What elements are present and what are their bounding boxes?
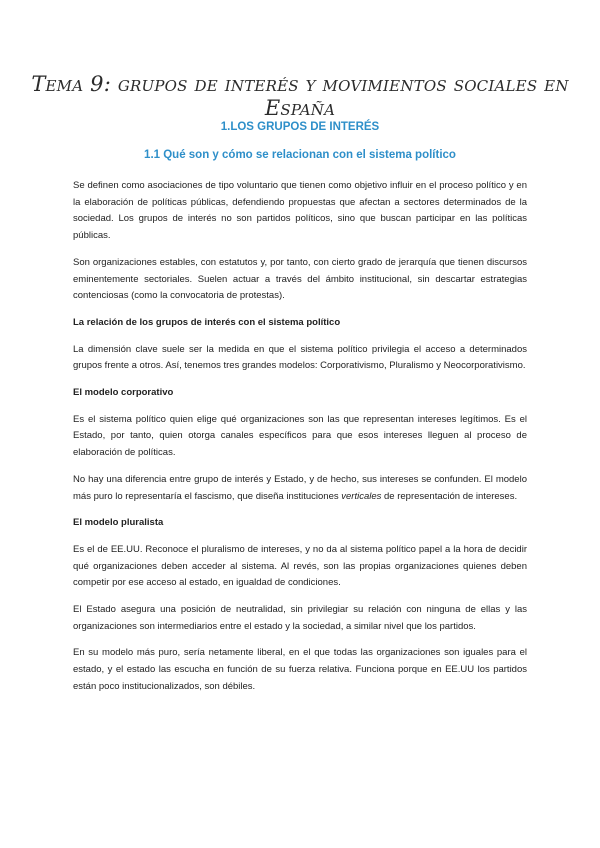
body-paragraph: El Estado asegura una posición de neutralidad, sin privilegiar su relación con ninguna de ellas y las organizaciones son intermediarios entre el estado y la sociedad, a similar nivel que los partidos. — [73, 604, 527, 632]
document-body — [73, 178, 527, 706]
body-paragraph: En su modelo más puro, sería netamente liberal, en el que todas las organizaciones son iguales para el estado, y el estado las escucha en función de su fuerza relativa. Funciona porque en EE.UU los partidos están poco institucionalizados, son débiles. — [73, 647, 527, 692]
body-paragraph — [73, 472, 527, 505]
document-title: Tema 9: grupos de interés y movimientos sociales en España — [31, 72, 569, 120]
body-subheading: La relación de los grupos de interés con el sistema político — [73, 316, 341, 328]
paragraph-text: de representación de intereses. — [381, 490, 518, 502]
body-paragraph: Son organizaciones estables, con estatutos y, por tanto, con cierto grado de jerarquía que tienen discursos eminentemente sectoriales. Suelen actuar a través del ámbito institucional, sin descartar estrategias contenciosas (como la convocatoria de protestas). — [73, 256, 527, 302]
paragraph-text: No hay una diferencia entre grupo de interés y Estado, y de hecho, sus intereses se confunden. El modelo más puro lo representaría el fascismo, que diseña instituciones — [73, 473, 527, 502]
body-paragraph: La dimensión clave suele ser la medida en que el sistema político privilegia el acceso a determinados grupos frente a otros. Así, tenemos tres grandes modelos: Corporativismo, Pluralismo y Neocorporativismo. — [73, 343, 527, 372]
subsection-heading: 1.1 Qué son y cómo se relacionan con el sistema político — [144, 149, 456, 161]
body-subheading: El modelo corporativo — [73, 387, 174, 399]
body-paragraph: Es el sistema político quien elige qué organizaciones son las que representan intereses legítimos. Es el Estado, por tanto, quien otorga canales específicos para que esos intereses lleguen al proceso de elaboración de políticas. — [73, 413, 527, 459]
body-paragraph: Se definen como asociaciones de tipo voluntario que tienen como objetivo influir en el proceso político y en la elaboración de políticas públicas, defendiendo propuestas que afectan a sectores determinados de la sociedad. Los grupos de interés no son partidos políticos, sino que buscan participar en las políticas públicas. — [73, 180, 527, 242]
paragraph-italic-text: verticales — [341, 490, 382, 502]
body-subheading: El modelo pluralista — [73, 517, 164, 529]
body-paragraph: Es el de EE.UU. Reconoce el pluralismo de intereses, y no da al sistema político papel a la hora de decidir qué organizaciones deben acceder al sistema. Al revés, son las propias organizaciones quienes deben competir por ese acceso al estado, en igualdad de condiciones. — [73, 543, 527, 589]
section-heading: 1.LOS GRUPOS DE INTERÉS — [220, 121, 380, 133]
